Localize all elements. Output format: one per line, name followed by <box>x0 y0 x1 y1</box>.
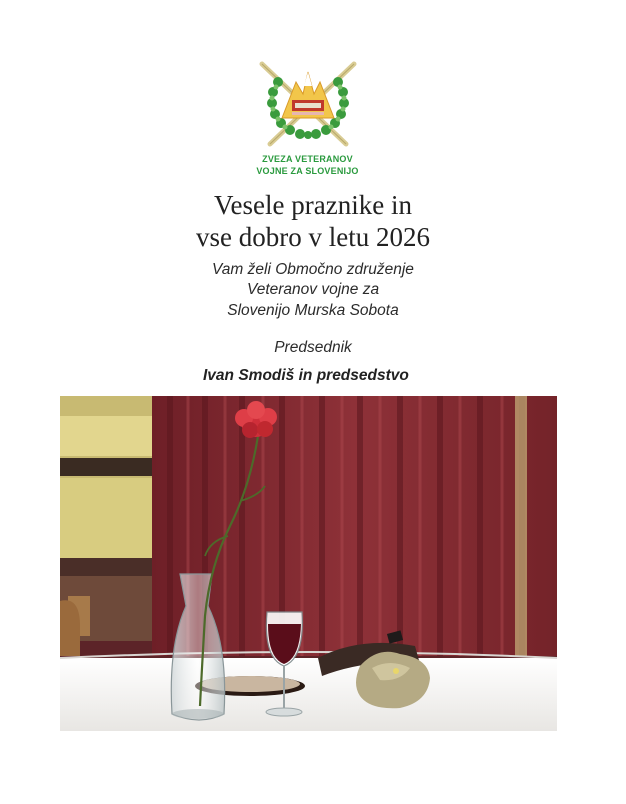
organization-name-line-2: VOJNE ZA SLOVENIJO <box>256 166 359 176</box>
carnation-photo-image <box>60 396 557 731</box>
veterans-emblem-icon <box>248 52 368 148</box>
wish-line-2: Veteranov vojne za <box>246 281 380 298</box>
wish-line-1: Vam želi Območno združenje <box>212 261 414 278</box>
signature: Ivan Smodiš in predsedstvo <box>203 367 409 384</box>
greeting-line-2: vse dobro v letu 2026 <box>196 222 430 252</box>
organization-logo <box>240 52 375 176</box>
wish-line-3: Slovenijo Murska Sobota <box>227 302 399 319</box>
president-title: Predsednik <box>274 339 352 356</box>
greeting-line-1: Vesele praznike in <box>214 190 412 220</box>
memorial-table-photo <box>60 396 557 731</box>
organization-name-line-1: ZVEZA VETERANOV <box>262 154 353 164</box>
